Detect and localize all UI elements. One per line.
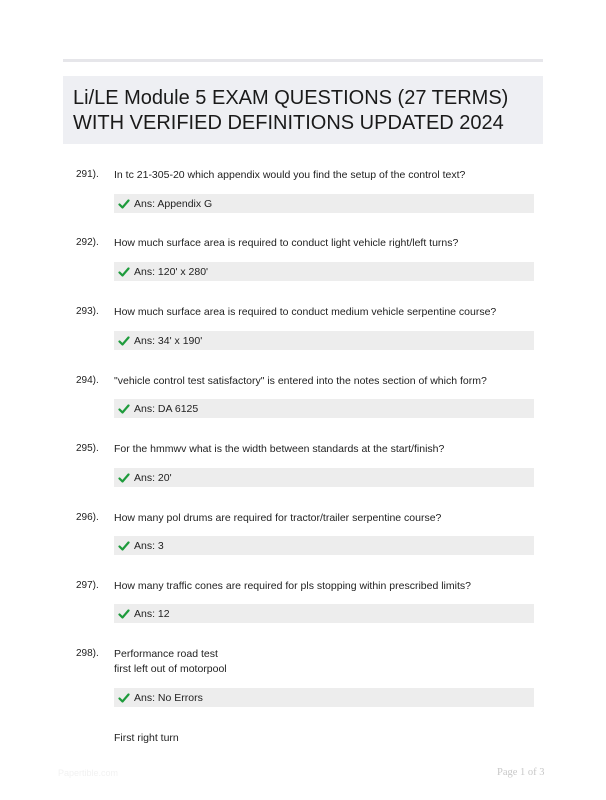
question-number: 296). <box>76 512 99 523</box>
answer-text: Ans: 120' x 280' <box>134 265 209 278</box>
answer-text: Ans: 20' <box>134 471 172 484</box>
question-number: 295). <box>76 443 99 454</box>
question-number: 292). <box>76 237 99 248</box>
checkmark-icon <box>118 266 130 278</box>
answer-text: Ans: Appendix G <box>134 197 213 210</box>
continued-text: First right turn <box>114 732 179 744</box>
checkmark-icon <box>118 608 130 620</box>
question-text-line-2: first left out of motorpool <box>114 663 227 675</box>
checkmark-icon <box>118 540 130 552</box>
document-title-line-2: WITH VERIFIED DEFINITIONS UPDATED 2024 <box>73 112 504 134</box>
question-number: 297). <box>76 580 99 591</box>
answer-box <box>114 536 534 555</box>
answer-text: Ans: 3 <box>134 539 164 552</box>
checkmark-icon <box>118 198 130 210</box>
question-text: For the hmmwv what is the width between standards at the start/finish? <box>114 443 445 455</box>
answer-box <box>114 262 534 281</box>
answer-box <box>114 468 534 487</box>
answer-text: Ans: No Errors <box>134 691 203 704</box>
page-number: Page 1 of 3 <box>497 767 545 778</box>
checkmark-icon <box>118 403 130 415</box>
checkmark-icon <box>118 472 130 484</box>
answer-box <box>114 604 534 623</box>
answer-box <box>114 331 534 350</box>
top-divider <box>63 59 543 62</box>
question-text: How much surface area is required to conduct light vehicle right/left turns? <box>114 237 459 249</box>
checkmark-icon <box>118 692 130 704</box>
question-number: 294). <box>76 375 99 386</box>
question-number: 293). <box>76 306 99 317</box>
document-title-block <box>63 76 543 144</box>
answer-box <box>114 399 534 418</box>
question-text: How much surface area is required to conduct medium vehicle serpentine course? <box>114 306 497 318</box>
question-text-line-1: Performance road test <box>114 648 218 660</box>
answer-box <box>114 194 534 213</box>
document-title-line-1: Li/LE Module 5 EXAM QUESTIONS (27 TERMS) <box>73 87 509 109</box>
footer-watermark: Papertible.com <box>58 768 119 778</box>
question-text: How many traffic cones are required for pls stopping within prescribed limits? <box>114 580 471 592</box>
answer-text: Ans: DA 6125 <box>134 402 199 415</box>
question-text: "vehicle control test satisfactory" is entered into the notes section of which form? <box>114 375 487 387</box>
question-text: How many pol drums are required for tractor/trailer serpentine course? <box>114 512 442 524</box>
question-number: 291). <box>76 169 99 180</box>
answer-text: Ans: 34' x 190' <box>134 334 203 347</box>
question-number: 298). <box>76 648 99 659</box>
question-text: In tc 21-305-20 which appendix would you find the setup of the control text? <box>114 169 466 181</box>
checkmark-icon <box>118 335 130 347</box>
answer-box <box>114 688 534 707</box>
answer-text: Ans: 12 <box>134 607 170 620</box>
